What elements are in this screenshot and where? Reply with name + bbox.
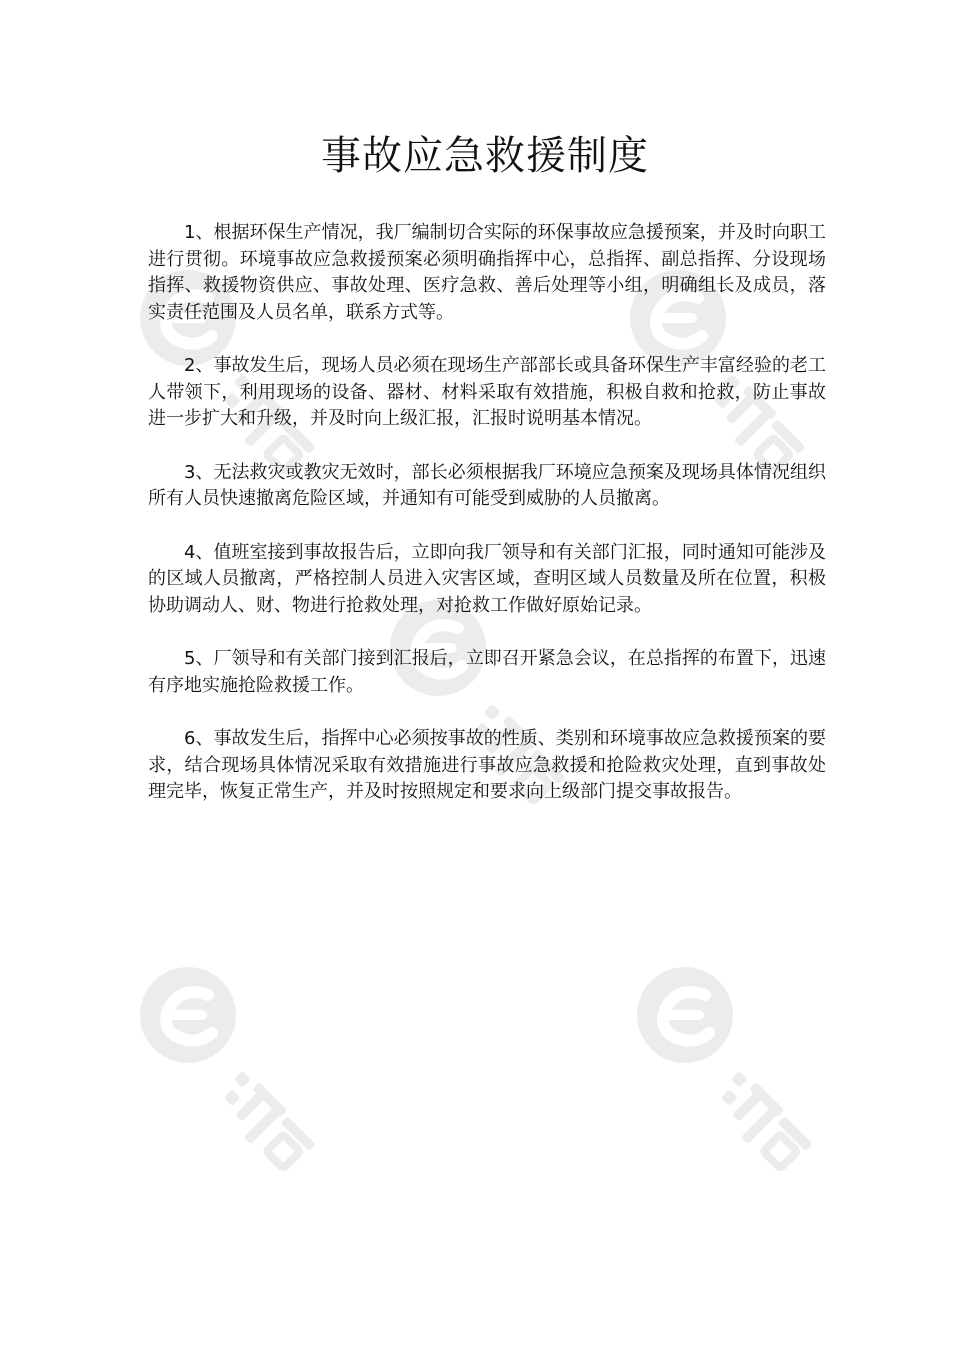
document-body [148,220,826,833]
document-title: 事故应急救援制度 [321,133,649,179]
paragraph-6: 6、事故发生后，指挥中心必须按事故的性质、类别和环境事故应急救援预案的要求，结合现场具体情况采取有效措施进行事故应急救援和抢险救灾处理，直到事故处理完毕，恢复正常生产，并及时按照规定和要求向上级部门提交事故报告。 [148,728,826,802]
paragraph-1: 1、根据环保生产情况，我厂编制切合实际的环保事故应急援预案，并及时向职工进行贯彻。环境事故应急救援预案必须明确指挥中心，总指挥、副总指挥、分设现场指挥、救援物资供应、事故处理、医疗急救、善后处理等小组，明确组长及成员，落实责任范围及人员名单，联系方式等。 [148,222,826,323]
paragraph-4: 4、值班室接到事故报告后，立即向我厂领导和有关部门汇报，同时通知可能涉及的区域人员撤离，严格控制人员进入灾害区域，查明区域人员数量及所在位置，积极协助调动人、财、物进行抢救处理，对抢救工作做好原始记录。 [148,541,826,616]
watermark-logo-icon [625,955,855,1185]
watermark-logo-icon [128,955,358,1185]
paragraph-2: 2、事故发生后，现场人员必须在现场生产部部长或具备环保生产丰富经验的老工人带领下，利用现场的设备、器材、材料采取有效措施，积极自救和抢救，防止事故进一步扩大和升级，并及时向上级汇报，汇报时说明基本情况。 [148,355,826,429]
paragraph-3: 3、无法救灾或教灾无效时，部长必须根据我厂环境应急预案及现场具体情况组织所有人员快速撤离危险区域，并通知有可能受到威胁的人员撤离。 [148,461,826,509]
paragraph-5: 5、厂领导和有关部门接到汇报后，立即召开紧急会议，在总指挥的布置下，迅速有序地实施抢险救援工作。 [148,648,826,696]
